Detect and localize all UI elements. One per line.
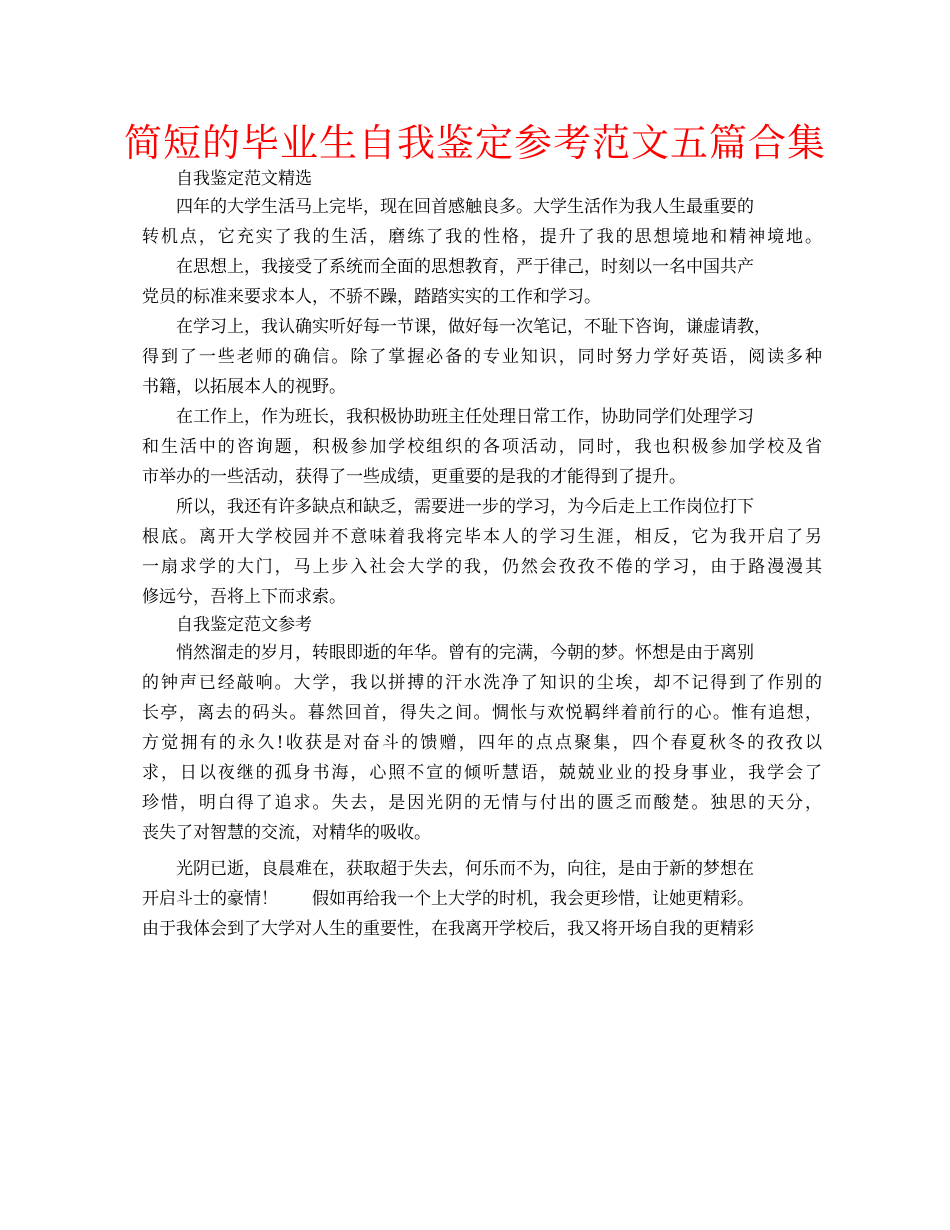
paragraph-line: 悄然溜走的岁月，转眼即逝的年华。曾有的完满，今朝的梦。怀想是由于离别 (176, 643, 754, 663)
paragraph-line: 长亭，离去的码头。暮然回首，得失之间。惆怅与欢悦羁绊着前行的心。惟有追想， (142, 703, 822, 723)
paragraph-line: 得到了一些老师的确信。除了掌握必备的专业知识，同时努力学好英语，阅读多种 (142, 347, 822, 367)
paragraph-fragment: 假如再给我一个上大学的时机，我会更珍惜，让她更精彩。 (312, 889, 754, 909)
paragraph-line: 根底。离开大学校园并不意味着我将完毕本人的学习生涯，相反，它为我开启了另 (142, 527, 822, 547)
paragraph-line: 在思想上，我接受了系统而全面的思想教育，严于律己，时刻以一名中国共产 (176, 257, 754, 277)
paragraph-line: 书籍，以拓展本人的视野。 (142, 377, 346, 397)
paragraph-line: 由于我体会到了大学对人生的重要性，在我离开学校后，我又将开场自我的更精彩 (142, 919, 754, 939)
paragraph-line: 在学习上，我认确实听好每一节课，做好每一次笔记，不耻下咨询，谦虚请教， (176, 317, 771, 337)
paragraph-line: 珍惜，明白得了追求。失去，是因光阴的无情与付出的匮乏而酸楚。独思的天分， (142, 793, 822, 813)
paragraph-fragment: 开启斗士的豪情！ (142, 889, 278, 909)
paragraph-line: 和生活中的咨询题，积极参加学校组织的各项活动，同时，我也积极参加学校及省 (142, 437, 822, 457)
paragraph-line: 转机点，它充实了我的生活，磨练了我的性格，提升了我的思想境地和精神境地。 (142, 227, 822, 247)
paragraph-line: 的钟声已经敲响。大学，我以拼搏的汗水洗净了知识的尘埃，却不记得到了作别的 (142, 673, 822, 693)
paragraph-line: 光阴已逝，良晨难在，获取超于失去，何乐而不为，向往，是由于新的梦想在 (176, 859, 754, 879)
paragraph-line: 四年的大学生活马上完毕，现在回首感触良多。大学生活作为我人生最重要的 (176, 197, 754, 217)
paragraph-line: 所以，我还有许多缺点和缺乏，需要进一步的学习，为今后走上工作岗位打下 (176, 497, 754, 517)
paragraph-line: 党员的标准来要求本人，不骄不躁，踏踏实实的工作和学习。 (142, 287, 601, 307)
paragraph-line: 一扇求学的大门，马上步入社会大学的我，仍然会孜孜不倦的学习，由于路漫漫其 (142, 557, 822, 577)
paragraph-line: 求，日以夜继的孤身书海，心照不宣的倾听慧语，兢兢业业的投身事业，我学会了 (142, 763, 822, 783)
paragraph-line: 在工作上，作为班长，我积极协助班主任处理日常工作，协助同学们处理学习 (176, 407, 754, 427)
paragraph-line: 丧失了对智慧的交流，对精华的吸收。 (142, 823, 431, 843)
section-heading: 自我鉴定范文精选 (176, 169, 312, 189)
section-heading: 自我鉴定范文参考 (176, 615, 312, 635)
document-body (142, 166, 822, 944)
paragraph-line: 方觉拥有的永久!收获是对奋斗的馈赠，四年的点点聚集，四个春夏秋冬的孜孜以 (142, 733, 822, 753)
paragraph-line: 修远兮，吾将上下而求索。 (142, 587, 346, 607)
paragraph-line (142, 884, 822, 914)
paragraph-line: 市举办的一些活动，获得了一些成绩，更重要的是我的才能得到了提升。 (142, 467, 686, 487)
document-title: 简短的毕业生自我鉴定参考范文五篇合集 (123, 121, 826, 165)
